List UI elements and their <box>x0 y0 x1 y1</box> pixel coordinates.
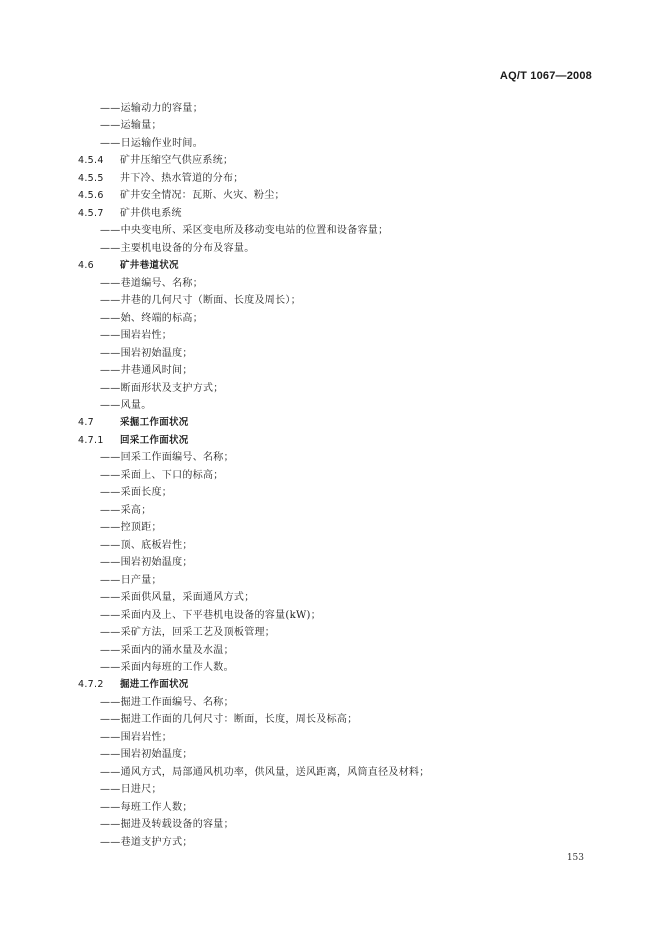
list-item: ——围岩岩性； <box>100 330 173 342</box>
heading-text: 矿井巷道状况 <box>120 260 179 272</box>
section-heading <box>78 432 598 449</box>
list-item: ——围岩初始温度； <box>100 557 193 569</box>
clause-item <box>78 170 598 187</box>
list-item: ——采面长度； <box>100 487 173 499</box>
list-item: ——围岩初始温度； <box>100 749 193 761</box>
clause-number: 4.7.2 <box>78 679 104 691</box>
list-item: ——运输动力的容量； <box>100 103 203 114</box>
clause-number: 4.5.7 <box>78 207 104 219</box>
clause-item <box>78 187 598 204</box>
list-item: ——中央变电所、采区变电所及移动变电站的位置和设备容量； <box>100 225 389 237</box>
list-item: ——断面形状及支护方式； <box>100 382 224 394</box>
list-item: ——回采工作面编号、名称； <box>100 452 234 464</box>
list-item: ——采面上、下口的标高； <box>100 469 224 481</box>
heading-text: 回采工作面状况 <box>120 434 189 446</box>
list-item: ——采面内每班的工作人数。 <box>100 662 234 673</box>
list-item: ——巷道编号、名称； <box>100 277 203 289</box>
list-item: ——采高； <box>100 504 152 516</box>
heading-text: 掘进工作面状况 <box>120 679 189 691</box>
list-item: ——日产量； <box>100 574 162 586</box>
list-item: ——日运输作业时间。 <box>100 137 203 149</box>
section-heading <box>78 257 598 274</box>
list-item: ——风量。 <box>100 399 152 411</box>
clause-number: 4.5.5 <box>78 172 104 184</box>
heading-text: 采掘工作面状况 <box>120 417 189 429</box>
clause-number: 4.5.6 <box>78 190 104 202</box>
clause-item <box>78 152 598 169</box>
list-item: ——始、终端的标高； <box>100 312 203 324</box>
list-item: ——掘进工作面的几何尺寸：断面，长度，周长及标高； <box>100 714 358 726</box>
clause-number: 4.6 <box>78 260 95 272</box>
list-item: ——采面内的涌水量及水温； <box>100 644 234 656</box>
list-item: ——井巷通风时间； <box>100 365 193 377</box>
list-item: ——采面内及上、下平巷机电设备的容量(kW)； <box>100 609 322 621</box>
list-item: ——井巷的几何尺寸（断面、长度及周长）； <box>100 295 301 307</box>
list-item: ——控顶距； <box>100 522 162 534</box>
page-number: 153 <box>566 853 584 863</box>
list-item: ——围岩岩性； <box>100 731 173 743</box>
list-item: ——通风方式，局部通风机功率，供风量，送风距离，风筒直径及材料； <box>100 766 430 778</box>
section-heading <box>78 414 598 431</box>
list-item: ——掘进及转载设备的容量； <box>100 819 234 831</box>
clause-text: 矿井供电系统 <box>120 207 182 219</box>
clause-number: 4.7.1 <box>78 434 104 446</box>
clause-text: 矿井安全情况：瓦斯、火灾、粉尘； <box>120 190 285 202</box>
list-item: ——每班工作人数； <box>100 801 193 813</box>
list-item: ——掘进工作面编号、名称； <box>100 696 234 708</box>
clause-number: 4.7 <box>78 417 95 429</box>
document-body <box>78 100 598 851</box>
clause-text: 矿井压缩空气供应系统； <box>120 155 234 167</box>
list-item: ——采矿方法，回采工艺及顶板管理； <box>100 627 276 639</box>
list-item: ——主要机电设备的分布及容量。 <box>100 242 255 254</box>
clause-number: 4.5.4 <box>78 155 104 167</box>
list-item: ——日进尺； <box>100 784 162 796</box>
list-item: ——围岩初始温度； <box>100 347 193 359</box>
list-item: ——采面供风量，采面通风方式； <box>100 592 255 604</box>
list-item: ——运输量； <box>100 120 162 132</box>
standard-code: AQ/T 1067—2008 <box>499 70 592 82</box>
clause-text: 井下冷、热水管道的分布； <box>120 172 244 184</box>
list-item: ——巷道支护方式； <box>100 836 193 848</box>
clause-item <box>78 205 598 222</box>
list-item: ——顶、底板岩性； <box>100 539 193 551</box>
section-heading <box>78 676 598 693</box>
